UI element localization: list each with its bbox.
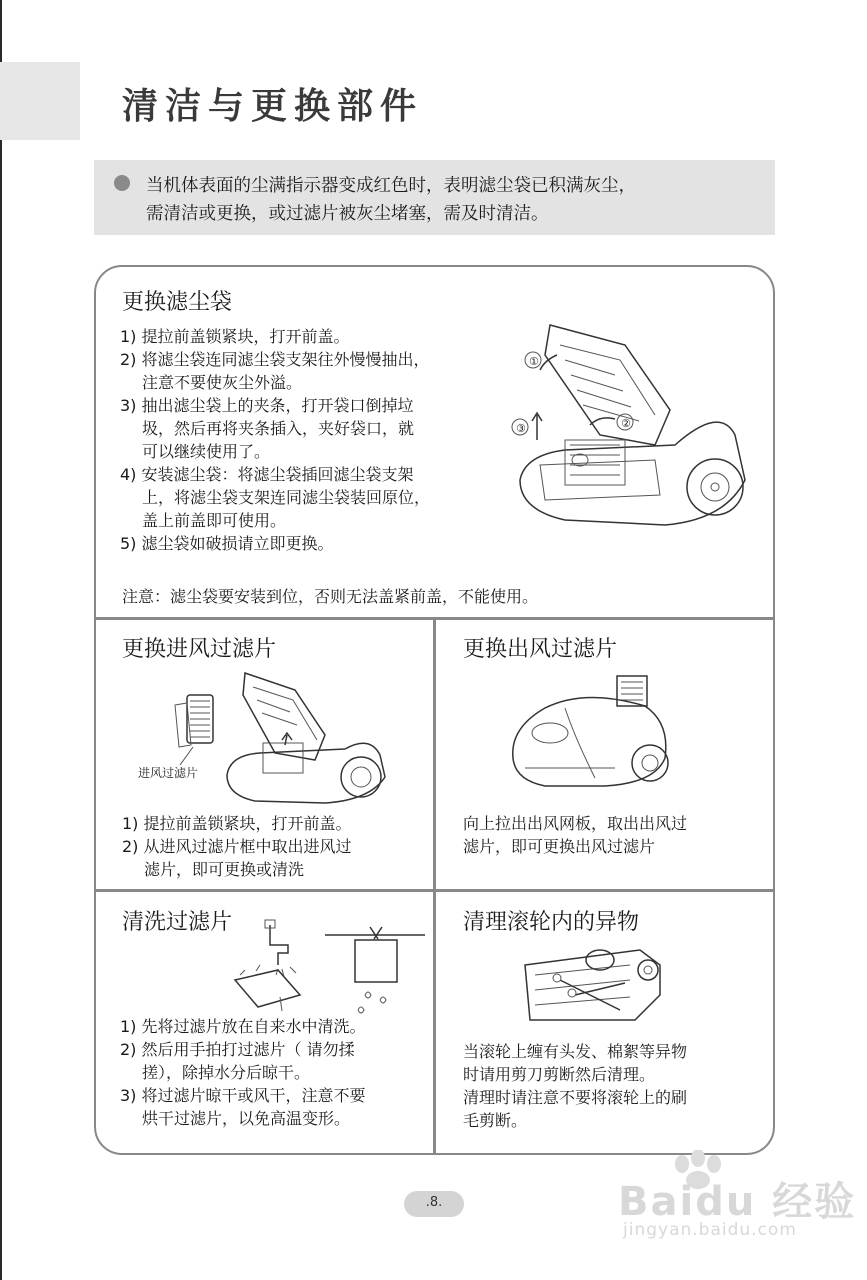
step-line: 2) 然后用手拍打过滤片（ 请勿揉 <box>120 1040 355 1059</box>
step-line: 5) 滤尘袋如破损请立即更换。 <box>120 534 334 553</box>
step-line: 可以继续使用了。 <box>142 442 271 461</box>
bullet-icon <box>114 175 130 191</box>
step-line: 1) 先将过滤片放在自来水中清洗。 <box>120 1017 366 1036</box>
roller-brush-illustration <box>520 935 670 1035</box>
wash-filter-illustration <box>230 915 430 1015</box>
step-line: 清理时请注意不要将滚轮上的刷 <box>463 1088 688 1107</box>
outlet-filter-steps <box>463 812 687 858</box>
inlet-filter-label: 进风过滤片 <box>138 766 199 780</box>
notice-line-1: 当机体表面的尘满指示器变成红色时，表明滤尘袋已积满灰尘， <box>146 176 636 196</box>
page-left-edge <box>0 0 2 1280</box>
step-line: 3) 将过滤片晾干或风干，注意不要 <box>120 1086 366 1105</box>
step-line: 2) 将滤尘袋连同滤尘袋支架往外慢慢抽出， <box>120 350 430 369</box>
section-title-clean-roller: 清理滚轮内的异物 <box>463 910 640 935</box>
callout-2: ② <box>621 417 631 430</box>
step-line: 3) 抽出滤尘袋上的夹条，打开袋口倒掉垃 <box>120 396 414 415</box>
step-line: 时请用剪刀剪断然后清理。 <box>463 1065 656 1084</box>
divider <box>433 617 436 1155</box>
page-number: .8. <box>425 1195 443 1210</box>
step-line: 毛剪断。 <box>463 1111 528 1130</box>
callout-1: ① <box>529 355 539 368</box>
section-title-replace-outlet-filter: 更换出风过滤片 <box>463 637 618 662</box>
callout-3: ③ <box>516 422 526 435</box>
step-line: 1) 提拉前盖锁紧块，打开前盖。 <box>120 327 350 346</box>
step-line: 滤片，即可更换出风过滤片 <box>463 837 656 856</box>
watermark-url: jingyan.baidu.com <box>623 1220 797 1240</box>
step-line: 烘干过滤片，以免高温变形。 <box>142 1109 351 1128</box>
step-line: 注意不要使灰尘外溢。 <box>142 373 303 392</box>
step-line: 1) 提拉前盖锁紧块，打开前盖。 <box>122 814 352 833</box>
section-title-replace-inlet-filter: 更换进风过滤片 <box>122 637 277 662</box>
step-line: 向上拉出出风网板，取出出风过 <box>463 814 688 833</box>
inlet-filter-steps <box>122 812 352 881</box>
step-line: 搓），除掉水分后晾干。 <box>142 1063 311 1082</box>
wash-filter-steps <box>120 1015 366 1130</box>
dust-bag-steps <box>120 325 430 555</box>
inlet-filter-illustration <box>165 665 395 805</box>
step-line: 上，将滤尘袋支架连同滤尘袋装回原位， <box>142 488 431 507</box>
page-title: 清洁与更换部件 <box>122 86 424 127</box>
outlet-filter-illustration <box>505 668 680 793</box>
step-line: 2) 从进风过滤片框中取出进风过 <box>122 837 352 856</box>
step-line: 4) 安装滤尘袋：将滤尘袋插回滤尘袋支架 <box>120 465 414 484</box>
clean-roller-text <box>463 1040 687 1132</box>
step-line: 当滚轮上缠有头发、棉絮等异物 <box>463 1042 688 1061</box>
dust-bag-note: 注意：滤尘袋要安装到位，否则无法盖紧前盖，不能使用。 <box>122 587 539 606</box>
section-title-wash-filter: 清洗过滤片 <box>122 910 233 935</box>
watermark-logo: Baidu 经验 <box>618 1179 857 1225</box>
vacuum-open-lid-illustration <box>505 315 755 535</box>
section-tab <box>0 62 80 140</box>
step-line: 盖上前盖即可使用。 <box>142 511 287 530</box>
step-line: 圾，然后再将夹条插入，夹好袋口，就 <box>142 419 415 438</box>
step-line: 滤片，即可更换或清洗 <box>144 860 305 879</box>
section-title-replace-dust-bag: 更换滤尘袋 <box>122 290 233 315</box>
notice-line-2: 需清洁或更换，或过滤片被灰尘堵塞，需及时清洁。 <box>146 204 549 224</box>
